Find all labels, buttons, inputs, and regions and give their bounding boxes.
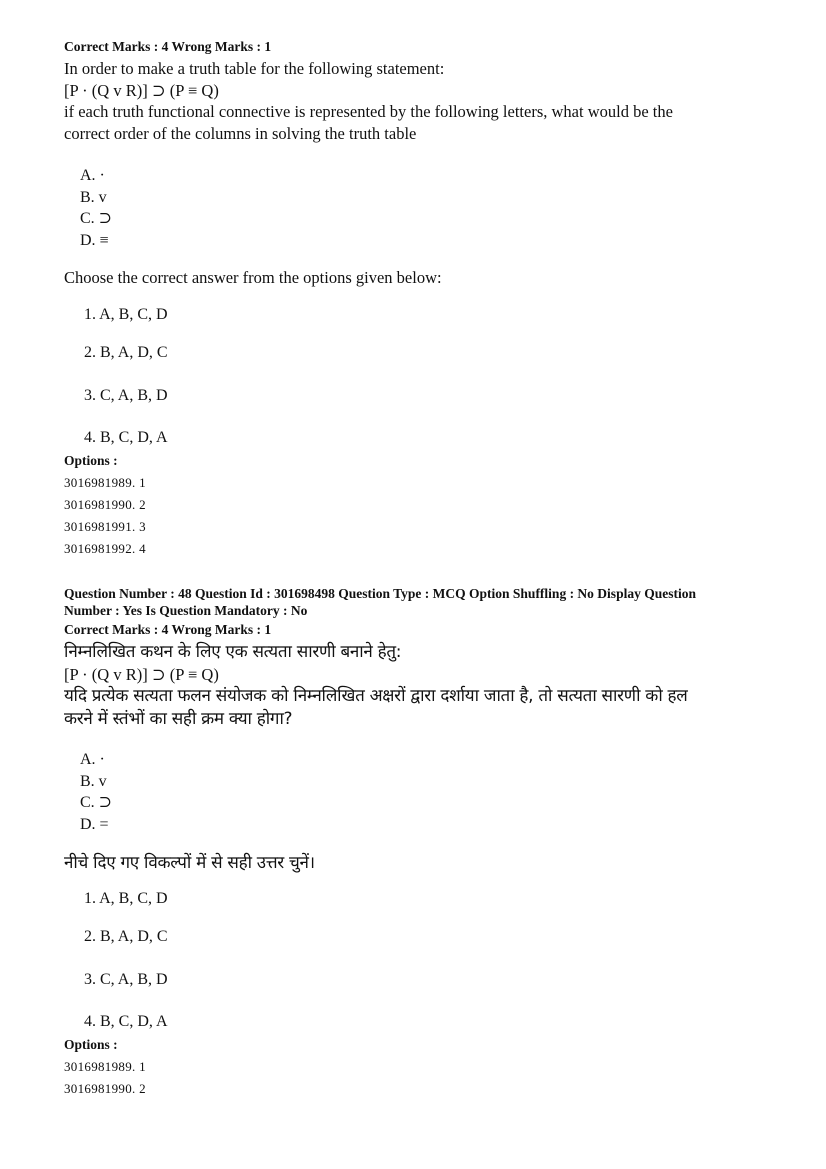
option-id: 3016981989. 1 (64, 1058, 146, 1074)
question-text-line: करने में स्तंभों का सही क्रम क्या होगा? (64, 709, 293, 730)
choose-instruction: Choose the correct answer from the options given below: (64, 268, 442, 287)
answer-choice: 4. B, C, D, A (84, 429, 168, 446)
answer-choice: 3. C, A, B, D (84, 970, 168, 988)
connective-letters-list (80, 165, 784, 251)
marks-info: Correct Marks : 4 Wrong Marks : 1 (64, 621, 272, 637)
connective-letter: D. ≡ (80, 231, 109, 249)
option-id: 3016981990. 2 (64, 496, 146, 512)
connective-letter: B. v (80, 772, 107, 790)
connective-letter: C. ⊃ (80, 794, 113, 812)
answer-choice: 2. B, A, D, C (84, 344, 168, 361)
connective-letter: A. · (80, 167, 105, 184)
marks-info: Correct Marks : 4 Wrong Marks : 1 (64, 39, 272, 54)
option-ids-list (64, 1056, 784, 1101)
answer-choice: 3. C, A, B, D (84, 386, 168, 404)
option-id: 3016981991. 3 (64, 519, 146, 535)
question-paper-page (64, 38, 784, 1100)
connective-letter: A. · (80, 751, 105, 769)
question-48 (64, 585, 784, 1101)
question-text-line: यदि प्रत्येक सत्यता फलन संयोजक को निम्नलिखित अक्षरों द्वारा दर्शाया जाता है, तो सत्यता सारणी को हल (64, 686, 688, 707)
answer-choices-list (84, 298, 784, 460)
answer-choice: 4. B, C, D, A (84, 1013, 168, 1031)
options-label: Options : (64, 1036, 118, 1052)
question-text-line: if each truth functional connective is represented by the following letters, what would be the (64, 102, 673, 121)
question-text-line: correct order of the columns in solving the truth table (64, 123, 417, 143)
answer-choices-list (84, 882, 784, 1044)
question-meta-line: Number : Yes Is Question Mandatory : No (64, 602, 308, 618)
answer-choice: 2. B, A, D, C (84, 928, 168, 946)
option-id: 3016981992. 4 (64, 541, 146, 557)
question-47 (64, 38, 784, 561)
question-formula: [P · (Q v R)] ⊃ (P ≡ Q) (64, 80, 219, 100)
option-id: 3016981989. 1 (64, 474, 146, 490)
question-formula: [P · (Q v R)] ⊃ (P ≡ Q) (64, 664, 219, 684)
answer-choice: 1. A, B, C, D (84, 306, 168, 323)
connective-letter: D. = (80, 815, 109, 833)
question-text-line: In order to make a truth table for the following statement: (64, 59, 445, 78)
option-id: 3016981990. 2 (64, 1080, 146, 1096)
answer-choice: 1. A, B, C, D (84, 890, 168, 908)
choose-instruction: नीचे दिए गए विकल्पों में से सही उत्तर चुनें। (64, 853, 315, 874)
question-text-line: निम्नलिखित कथन के लिए एक सत्यता सारणी बनाने हेतु: (64, 641, 402, 662)
connective-letters-list (80, 749, 784, 835)
connective-letter: B. v (80, 188, 107, 206)
question-meta-line: Question Number : 48 Question Id : 301698498 Question Type : MCQ Option Shuffling : No Display Question (64, 585, 696, 601)
options-label: Options : (64, 452, 118, 468)
connective-letter: C. ⊃ (80, 210, 113, 227)
option-ids-list (64, 472, 784, 561)
